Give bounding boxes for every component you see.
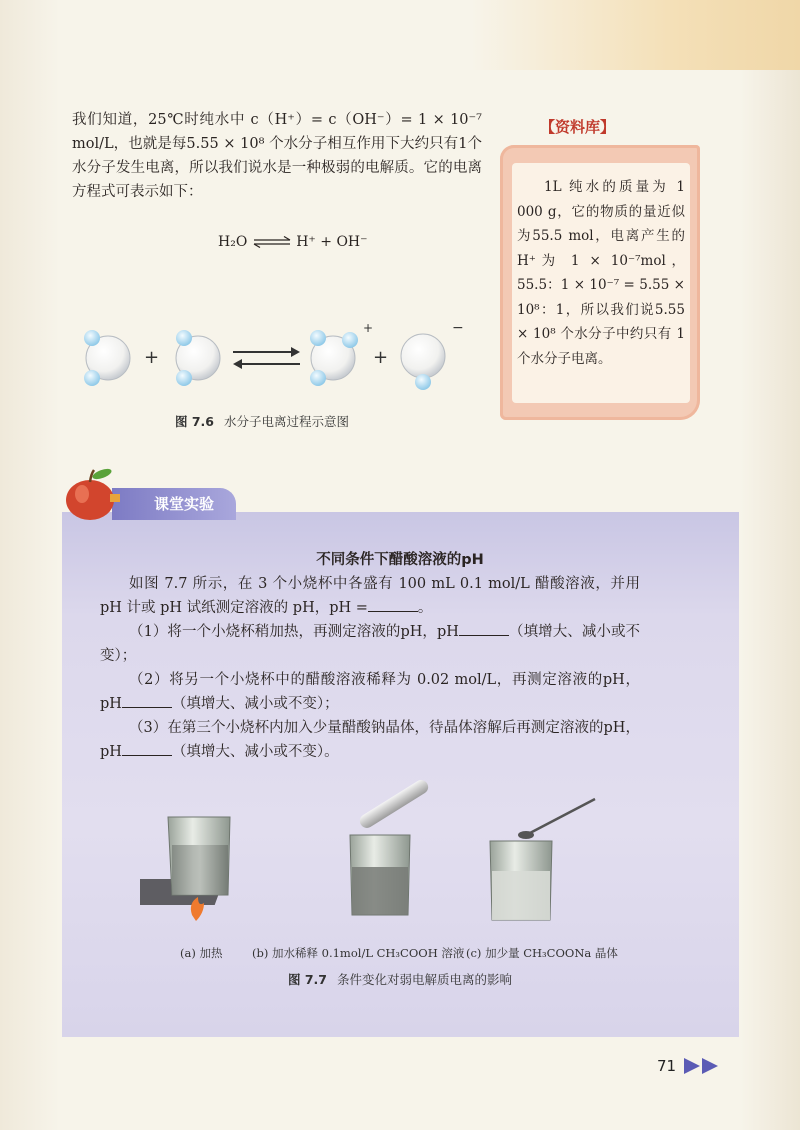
ionization-equation [218, 234, 368, 250]
intro-text: 我们知道，25℃时纯水中 c（H⁺）= c（OH⁻）= 1 × 10⁻⁷ mol/L，也就是每5.55 × 10⁸ 个水分子相互作用下大约只有1个水分子发生电离，所以我们说水是一种极弱的电解质。它的电离方程式可表示如下： [72, 112, 482, 200]
corner-tint [470, 0, 800, 70]
beakers-illustration [140, 775, 660, 945]
positive-charge: + [363, 321, 374, 335]
figure-7-7-number: 图 7.7 [287, 972, 327, 987]
experiment-step-3 [100, 716, 640, 764]
reversible-arrow-icon [233, 347, 300, 369]
caption-b: (b) 加水稀释 0.1mol/L CH₃COOH 溶液 [252, 946, 465, 960]
step-3-text: （3）在第三个小烧杯内加入少量醋酸钠晶体，待晶体溶解后再测定溶液的pH，pH [100, 720, 640, 760]
figure-7-6-caption [175, 412, 349, 430]
experiment-step-2 [100, 668, 640, 716]
hydronium-ion [310, 330, 358, 386]
hydroxide-ion [401, 334, 445, 390]
water-molecule-1 [84, 330, 130, 386]
figure-7-6-number: 图 7.6 [175, 414, 214, 429]
experiment-step-1 [100, 620, 640, 668]
experiment-intro-end: 。 [417, 600, 433, 616]
resource-library-body: 1L 纯水的质量为 1 000 g，它的物质的量近似为55.5 mol，电离产生的H⁺为 1 × 10⁻⁷mol，55.5：1 × 10⁻⁷ = 5.55 × 10⁸：1，所以我们说5.55 × 10⁸ 个水分子中约只有 1 个水分子电离。 [517, 179, 685, 367]
answer-blank-step-3[interactable] [122, 741, 172, 756]
answer-blank-step-1[interactable] [459, 621, 509, 636]
step-1-hint: （填增大、减小或不变）； [100, 624, 641, 664]
caption-a: (a) 加热 [180, 946, 223, 960]
beaker-b-dilution [350, 777, 431, 915]
resource-library-title: 【资料库】 [540, 118, 616, 136]
figure-7-7-text: 条件变化对弱电解质电离的影响 [336, 972, 512, 987]
caption-c: (c) 加少量 CH₃COONa 晶体 [466, 946, 618, 960]
equation-left: H₂O [218, 234, 248, 250]
experiment-title: 不同条件下醋酸溶液的pH [316, 552, 484, 568]
page-forward-arrows-icon [684, 1058, 720, 1074]
figure-7-6-text: 水分子电离过程示意图 [224, 414, 350, 429]
negative-charge: − [452, 320, 464, 336]
apple-icon [64, 466, 124, 522]
figure-7-7-caption [0, 970, 800, 988]
step-2-text: （2）将另一个小烧杯中的醋酸溶液稀释为 0.02 mol/L，再测定溶液的pH，pH [100, 672, 640, 712]
beaker-a-heating [140, 817, 230, 921]
equilibrium-arrow-icon [252, 236, 292, 248]
step-3-hint: （填增大、减小或不变）。 [171, 744, 339, 760]
resource-library-text [517, 175, 685, 371]
plus-sign-2: + [373, 347, 389, 368]
plus-sign-1: + [144, 347, 160, 368]
water-ionization-diagram [78, 318, 478, 398]
experiment-intro [100, 572, 640, 620]
experiment-body [100, 572, 640, 764]
equation-right: H⁺ + OH⁻ [296, 234, 368, 250]
beaker-c-sodium-acetate [490, 799, 595, 920]
intro-paragraph [72, 108, 482, 204]
answer-blank-ph[interactable] [368, 597, 418, 612]
experiment-intro-text: 如图 7.7 所示，在 3 个小烧杯中各盛有 100 mL 0.1 mol/L 醋酸溶液，并用pH 计或 pH 试纸测定溶液的 pH，pH = [100, 576, 640, 616]
step-1-text: （1）将一个小烧杯稍加热，再测定溶液的pH，pH [129, 624, 459, 640]
experiment-label: 课堂实验 [154, 495, 215, 513]
water-molecule-2 [176, 330, 220, 386]
step-2-hint: （填增大、减小或不变）； [171, 696, 339, 712]
page-number: 71 [657, 1057, 677, 1075]
answer-blank-step-2[interactable] [122, 693, 172, 708]
